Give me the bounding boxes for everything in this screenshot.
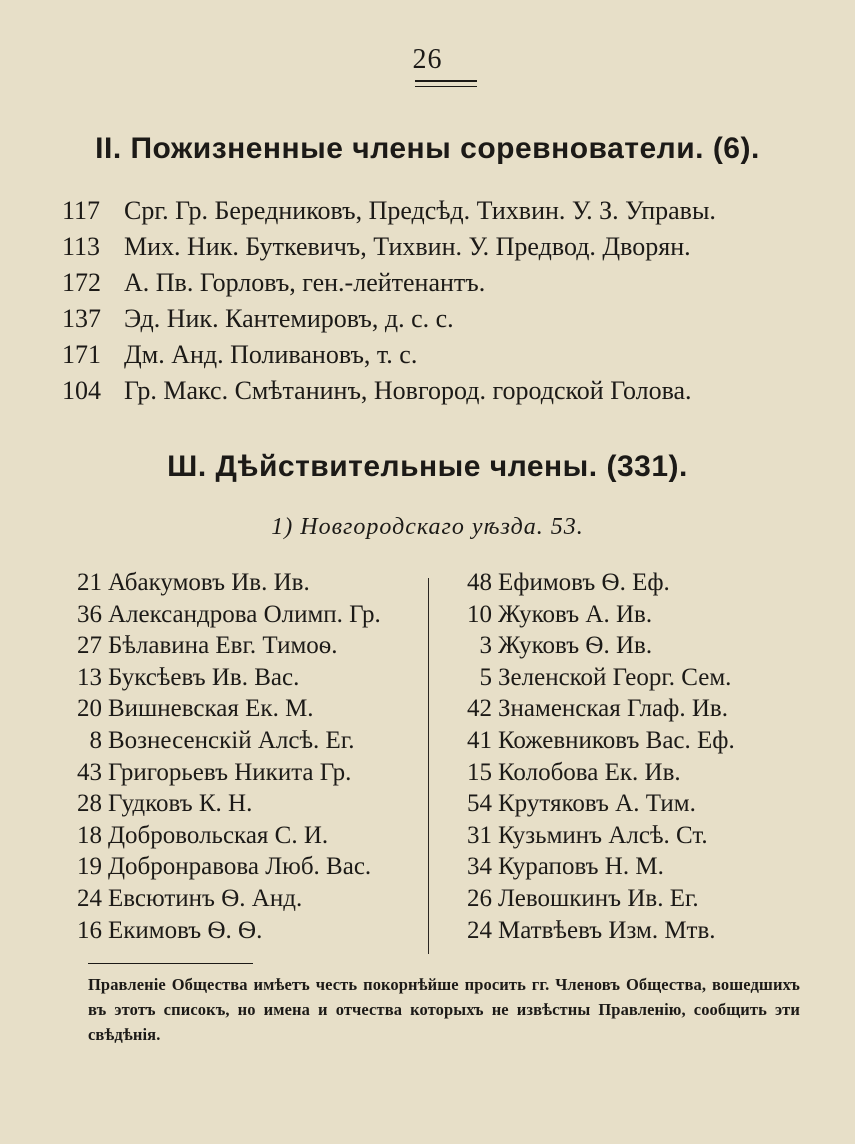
member-number: 24 bbox=[77, 884, 102, 912]
member-name: Знаменская Глаф. Ив. bbox=[498, 695, 728, 723]
section-3-subtitle: 1) Новгородскаго уѣзда. 53. bbox=[271, 514, 584, 540]
list-item bbox=[448, 883, 828, 915]
member-entry: Дм. Анд. Поливановъ, т. с. bbox=[124, 340, 418, 369]
member-name: Абакумовъ Ив. Ив. bbox=[108, 569, 310, 596]
member-name: Григорьевъ Никита Гр. bbox=[108, 758, 352, 786]
member-entry: Эд. Ник. Кантемировъ, д. с. с. bbox=[124, 304, 454, 333]
member-number: 104 bbox=[62, 376, 101, 405]
member-name: Кожевниковъ Вас. Еф. bbox=[498, 726, 735, 754]
list-item bbox=[448, 725, 828, 757]
members-column-right bbox=[448, 567, 828, 946]
member-entry: Мих. Ник. Буткевичъ, Тихвин. У. Предвод. Дворян. bbox=[124, 232, 691, 261]
member-number: 36 bbox=[77, 600, 102, 628]
member-number: 41 bbox=[467, 726, 492, 754]
list-item bbox=[62, 301, 822, 337]
member-number: 137 bbox=[62, 304, 101, 333]
member-number: 113 bbox=[62, 232, 101, 261]
member-name: Жуковъ Ѳ. Ив. bbox=[498, 632, 653, 660]
member-number: 54 bbox=[467, 790, 492, 818]
member-number: 43 bbox=[77, 758, 102, 786]
member-number: 171 bbox=[62, 340, 101, 369]
member-number: 5 bbox=[479, 663, 492, 691]
column-divider bbox=[428, 578, 429, 954]
list-item bbox=[58, 725, 423, 757]
list-item bbox=[58, 820, 423, 852]
member-number: 16 bbox=[77, 916, 102, 944]
member-name: Вишневская Ек. М. bbox=[108, 695, 314, 723]
section-2-title: II. Пожизненные члены соревнователи. (6). bbox=[95, 132, 760, 165]
member-name: Гудковъ К. Н. bbox=[108, 790, 253, 818]
member-number: 34 bbox=[467, 853, 492, 881]
list-item bbox=[58, 851, 423, 883]
list-item bbox=[448, 820, 828, 852]
list-item bbox=[58, 630, 423, 662]
member-name: Крутяковъ А. Тим. bbox=[498, 790, 696, 818]
member-name: Левошкинъ Ив. Ег. bbox=[498, 884, 699, 912]
member-name: Бѣлавина Евг. Тимоѳ. bbox=[108, 632, 338, 660]
list-item bbox=[58, 567, 423, 599]
list-item bbox=[448, 915, 828, 947]
list-item bbox=[58, 693, 423, 725]
list-item bbox=[448, 693, 828, 725]
list-item bbox=[448, 851, 828, 883]
list-item bbox=[62, 373, 822, 409]
member-number: 13 bbox=[77, 663, 102, 691]
list-item bbox=[62, 229, 822, 265]
member-name: Добровольская С. И. bbox=[108, 821, 329, 849]
member-number: 27 bbox=[77, 632, 102, 660]
member-number: 42 bbox=[467, 695, 492, 723]
member-number: 19 bbox=[77, 853, 102, 881]
list-item bbox=[448, 630, 828, 662]
member-name: Ефимовъ Ѳ. Еф. bbox=[498, 569, 670, 596]
member-name: Зеленской Георг. Сем. bbox=[498, 663, 732, 691]
member-number: 20 bbox=[77, 695, 102, 723]
list-item bbox=[448, 567, 828, 599]
list-item bbox=[58, 757, 423, 789]
list-item bbox=[58, 883, 423, 915]
list-item bbox=[58, 915, 423, 947]
member-entry: А. Пв. Горловъ, ген.-лейтенантъ. bbox=[124, 268, 486, 297]
member-name: Добронравова Люб. Вас. bbox=[108, 853, 372, 881]
member-entry: Гр. Макс. Смѣтанинъ, Новгород. городской Голова. bbox=[124, 376, 692, 405]
member-number: 48 bbox=[467, 569, 492, 596]
member-number: 3 bbox=[479, 632, 492, 660]
member-number: 24 bbox=[467, 916, 492, 944]
member-name: Вознесенскій Алсѣ. Ег. bbox=[108, 726, 355, 754]
list-item bbox=[58, 788, 423, 820]
member-number: 31 bbox=[467, 821, 492, 849]
member-name: Кураповъ Н. М. bbox=[498, 853, 664, 881]
member-name: Жуковъ А. Ив. bbox=[498, 600, 653, 628]
page-number-ornament bbox=[415, 80, 477, 87]
member-number: 10 bbox=[467, 600, 492, 628]
list-item bbox=[448, 662, 828, 694]
page-number: 26 bbox=[412, 44, 443, 75]
list-item bbox=[62, 193, 822, 229]
footnote-rule bbox=[88, 963, 253, 964]
life-members-list bbox=[62, 193, 822, 409]
member-name: Буксѣевъ Ив. Вас. bbox=[108, 663, 300, 691]
footnote: Правленіе Общества имѣетъ честь покорнѣйше просить гг. Членовъ Общества, вошедшихъ въ этотъ списокъ, но имена и отчества которыхъ не извѣстны Правленію, сообщить эти свѣдѣнія. bbox=[88, 975, 800, 1044]
list-item bbox=[448, 599, 828, 631]
members-column-left bbox=[58, 567, 423, 946]
list-item bbox=[58, 662, 423, 694]
member-number: 21 bbox=[77, 569, 102, 596]
section-3-title: Ш. Дѣйствительные члены. (331). bbox=[167, 450, 688, 483]
member-number: 8 bbox=[89, 726, 102, 754]
member-number: 172 bbox=[62, 268, 101, 297]
member-number: 26 bbox=[467, 884, 492, 912]
member-name: Матвѣевъ Изм. Мтв. bbox=[498, 916, 716, 944]
list-item bbox=[58, 599, 423, 631]
member-name: Александрова Олимп. Гр. bbox=[108, 600, 381, 628]
list-item bbox=[448, 788, 828, 820]
member-number: 28 bbox=[77, 790, 102, 818]
member-name: Колобова Ек. Ив. bbox=[498, 758, 681, 786]
list-item bbox=[62, 265, 822, 301]
member-name: Кузьминъ Алсѣ. Ст. bbox=[498, 821, 708, 849]
list-item bbox=[62, 337, 822, 373]
member-number: 15 bbox=[467, 758, 492, 786]
member-number: 117 bbox=[62, 196, 101, 225]
member-entry: Срг. Гр. Бередниковъ, Предсѣд. Тихвин. У. З. Управы. bbox=[124, 196, 716, 225]
member-name: Екимовъ Ѳ. Ѳ. bbox=[108, 916, 263, 944]
list-item bbox=[448, 757, 828, 789]
member-name: Евсютинъ Ѳ. Анд. bbox=[108, 884, 303, 912]
member-number: 18 bbox=[77, 821, 102, 849]
